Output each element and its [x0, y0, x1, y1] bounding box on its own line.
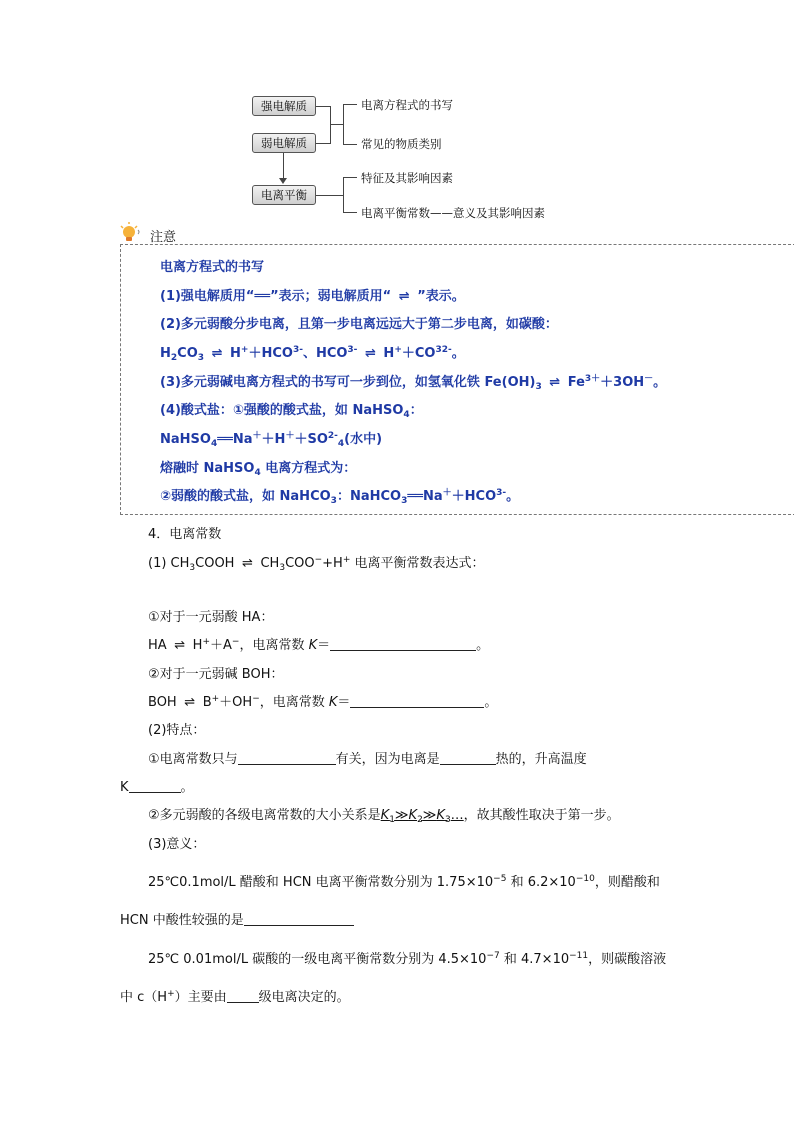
body-line: 25℃0.1mol/L 醋酸和 HCN 电离平衡常数分别为 $1.75\times 10^{-5}$ 和 $6.2\times 10^{-10}$，则醋酸和 — [148, 874, 660, 890]
body-line: ②对于一元弱碱 BOH： — [148, 667, 284, 682]
bracket-line — [343, 144, 357, 145]
bracket-line — [343, 177, 357, 178]
body-line: (1) $CH_3COOH$ ⇌ $CH_3COO^-+H^+$ 电离平衡常数表达式： — [148, 555, 485, 573]
answer-blank[interactable] — [350, 694, 484, 708]
bracket-line — [343, 104, 357, 105]
arrow-line — [283, 153, 284, 180]
connector-line — [316, 195, 343, 196]
body-line: 25℃ 0.01mol/L 碳酸的一级电离平衡常数分别为 $4.5\times 10^{-7}$ 和 $4.7\times 10^{-11}$，则碳酸溶液 — [148, 951, 667, 967]
bracket-line — [343, 104, 344, 145]
bracket-line — [343, 212, 357, 213]
body-line: BOH ⇌ B+＋OH−，电离常数 K＝ 。 — [148, 694, 498, 710]
body-line: HA ⇌ H+＋A−，电离常数 K＝ 。 — [148, 637, 490, 653]
body-line: ①电离常数只与 有关，因为电离是 热的，升高温度 — [148, 752, 587, 767]
node-ionization-equilibrium: 电离平衡 — [252, 185, 316, 205]
section-heading: 4．电离常数 — [148, 527, 222, 542]
connector-line — [331, 124, 343, 125]
connector-line — [330, 106, 331, 144]
answer-blank[interactable] — [244, 912, 354, 926]
body-line: K 。 — [120, 780, 194, 795]
answer-blank[interactable] — [227, 989, 259, 1003]
note-title: 注意 — [150, 230, 177, 245]
answer-blank[interactable] — [129, 779, 181, 793]
diagram-label: 电离平衡常数——意义及其影响因素 — [361, 206, 545, 220]
node-strong-electrolyte: 强电解质 — [252, 96, 316, 116]
note-line-8: ②弱酸的酸式盐，如 NaHCO$_3$：$NaHCO_3══Na^++HCO^{3-}$。 — [160, 488, 520, 506]
note-line-7: 熔融时 NaHSO$_4$ 电离方程式为： — [160, 461, 357, 478]
note-line-5: (4)酸式盐：①强酸的酸式盐，如 NaHSO$_4$： — [160, 403, 423, 420]
node-weak-electrolyte: 弱电解质 — [252, 133, 316, 153]
note-heading: 电离方程式的书写 — [160, 260, 265, 275]
body-line: ①对于一元弱酸 HA： — [148, 610, 274, 625]
note-line-2: (2)多元弱酸分步电离，且第一步电离远远大于第二步电离，如碳酸： — [160, 317, 558, 332]
diagram-label: 电离方程式的书写 — [361, 98, 453, 112]
answer-blank[interactable] — [440, 751, 496, 765]
body-line: HCN 中酸性较强的是 — [120, 909, 354, 928]
body-line: (2)特点： — [148, 723, 206, 738]
answer-blank[interactable] — [238, 751, 336, 765]
lightbulb-icon — [120, 221, 142, 243]
body-line: 中 c（H+）主要由 级电离决定的。 — [120, 989, 350, 1005]
note-line-3: $H_2CO_3$ ⇌ $H^++HCO^{3-}$、$HCO^{3-}$ ⇌ $H^++CO^{32-}$。 — [160, 345, 465, 363]
answer-blank[interactable] — [330, 637, 476, 651]
diagram-label: 特征及其影响因素 — [361, 171, 453, 185]
diagram-label: 常见的物质类别 — [361, 137, 442, 151]
bracket-line — [343, 177, 344, 213]
note-line-4: (3)多元弱碱电离方程式的书写可一步到位，如氢氧化铁 $Fe(OH)_3$ ⇌ $Fe^{3+}+3OH^-$。 — [160, 374, 667, 392]
body-line: ②多元弱酸的各级电离常数的大小关系是$K_1≫K_2≫K_3\dots$，故其酸性取决于第一步。 — [148, 808, 620, 825]
connector-line — [316, 106, 330, 107]
connector-line — [316, 143, 330, 144]
body-line: (3)意义： — [148, 837, 206, 852]
note-line-1: (1)强电解质用“══”表示；弱电解质用“ ⇌ ”表示。 — [160, 289, 465, 304]
note-line-6: $NaHSO_4══Na^++H^++SO^{2-}_4$(水中) — [160, 431, 383, 449]
arrow-head — [279, 178, 287, 184]
